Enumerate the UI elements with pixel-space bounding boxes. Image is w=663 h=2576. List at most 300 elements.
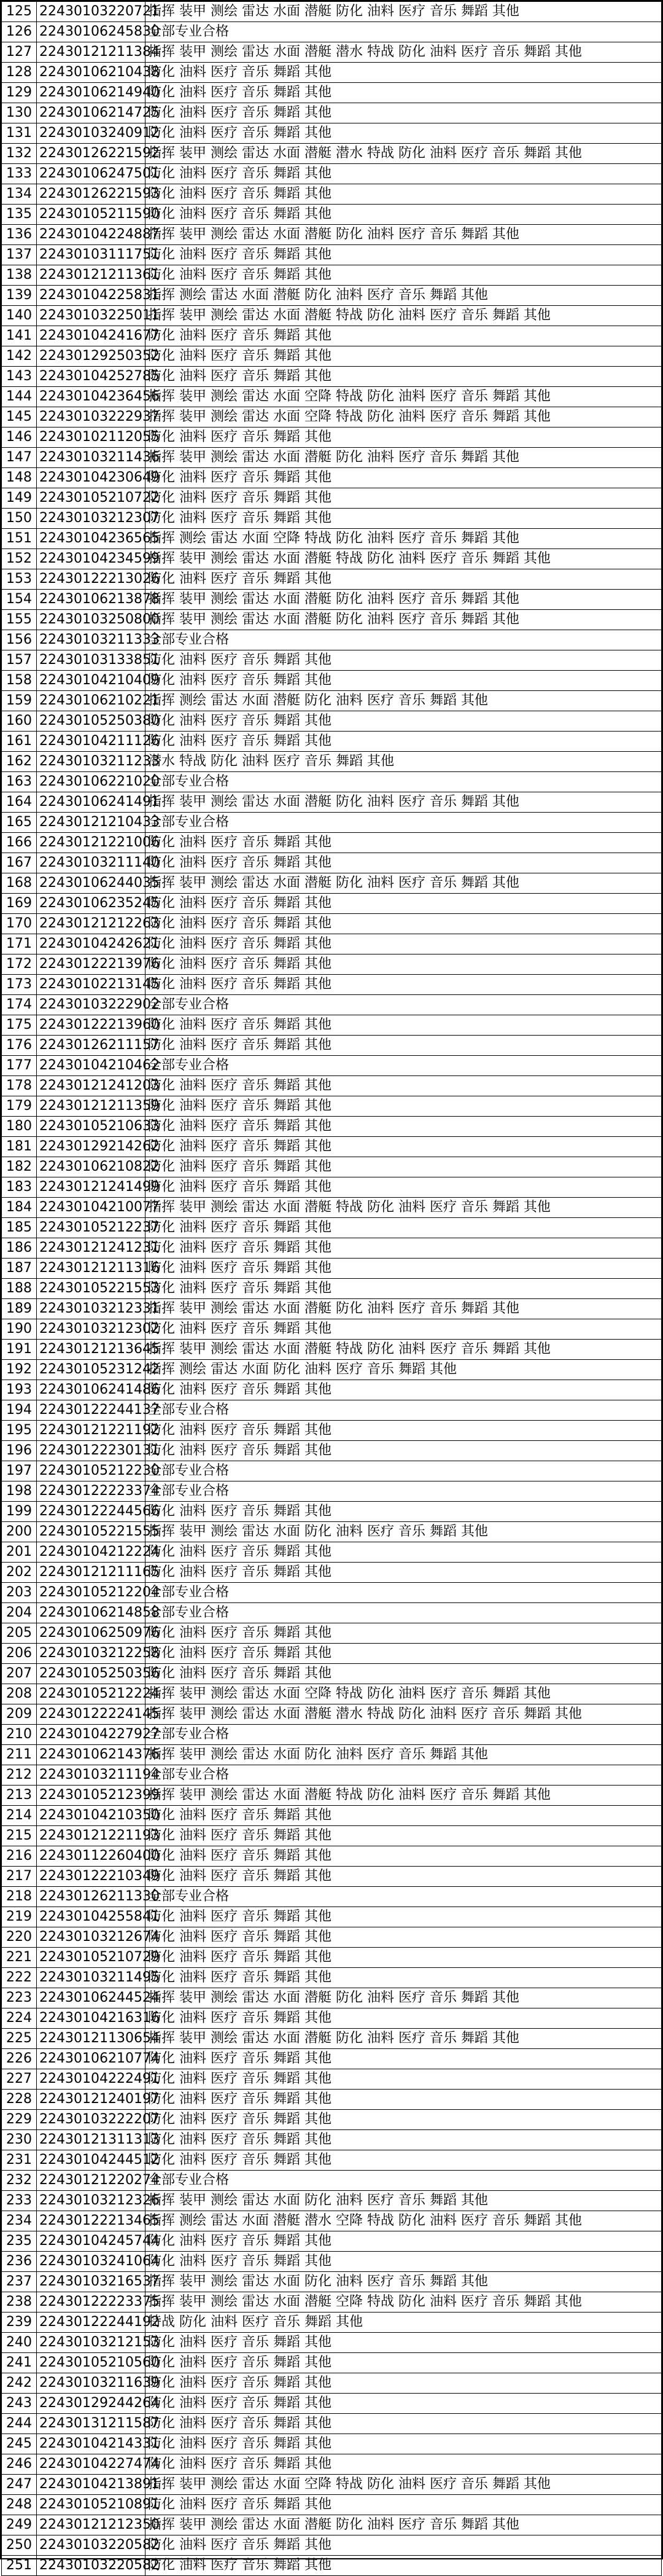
row-number: 216: [2, 1846, 37, 1867]
result-text: 防化 油料 医疗 音乐 舞蹈 其他: [145, 2008, 662, 2029]
result-text: 防化 油料 医疗 音乐 舞蹈 其他: [145, 2373, 662, 2394]
row-number: 245: [2, 2434, 37, 2454]
candidate-id: 22430106241486: [37, 1380, 145, 1400]
result-text: 防化 油料 医疗 音乐 舞蹈 其他: [145, 1238, 662, 1259]
candidate-id: 22430104236456: [37, 387, 145, 407]
result-text: 防化 油料 医疗 音乐 舞蹈 其他: [145, 1218, 662, 1238]
row-number: 225: [2, 2029, 37, 2049]
row-number: 185: [2, 1218, 37, 1238]
table-row: [2, 144, 662, 164]
table-row: [2, 509, 662, 529]
row-number: 173: [2, 975, 37, 995]
result-text: 全部专业合格: [145, 1887, 662, 1907]
candidate-id: 22430122223374: [37, 1481, 145, 1502]
table-row: [2, 549, 662, 569]
result-text: 防化 油料 医疗 音乐 舞蹈 其他: [145, 245, 662, 265]
result-text: 防化 油料 医疗 音乐 舞蹈 其他: [145, 853, 662, 873]
candidate-id: 22430102213145: [37, 975, 145, 995]
row-number: 249: [2, 2515, 37, 2535]
row-number: 146: [2, 427, 37, 448]
candidate-id: 22430104236565: [37, 529, 145, 549]
result-text: 指挥 装甲 测绘 雷达 水面 潜艇 防化 油料 医疗 音乐 舞蹈 其他: [145, 873, 662, 894]
table-row: [2, 1806, 662, 1826]
table-row: [2, 1765, 662, 1786]
candidate-id: 22430105210722: [37, 488, 145, 509]
row-number: 241: [2, 2353, 37, 2373]
result-text: 指挥 测绘 雷达 水面 潜艇 防化 油料 医疗 音乐 舞蹈 其他: [145, 286, 662, 306]
candidate-id: 22430106244035: [37, 873, 145, 894]
row-number: 189: [2, 1299, 37, 1319]
result-text: 防化 油料 医疗 音乐 舞蹈 其他: [145, 1948, 662, 1968]
row-number: 204: [2, 1603, 37, 1623]
table-row: [2, 2008, 662, 2029]
result-text: 防化 油料 医疗 音乐 舞蹈 其他: [145, 2414, 662, 2434]
result-text: 防化 油料 医疗 音乐 舞蹈 其他: [145, 1846, 662, 1867]
row-number: 233: [2, 2191, 37, 2211]
table-row: [2, 1826, 662, 1846]
result-text: 防化 油料 医疗 音乐 舞蹈 其他: [145, 427, 662, 448]
result-text: 指挥 装甲 测绘 雷达 水面 潜艇 潜水 特战 防化 油料 医疗 音乐 舞蹈 其他: [145, 144, 662, 164]
result-text: 指挥 装甲 测绘 雷达 水面 潜艇 潜水 特战 防化 油料 医疗 音乐 舞蹈 其他: [145, 1704, 662, 1725]
candidate-id: 22430106235245: [37, 894, 145, 914]
table-row: [2, 1522, 662, 1542]
candidate-id: 22430105210729: [37, 1948, 145, 1968]
candidate-id: 22430106214725: [37, 103, 145, 123]
candidate-id: 22430122213026: [37, 569, 145, 590]
results-table-body: [2, 2, 662, 2576]
table-row: [2, 164, 662, 184]
candidate-id: 22430121220274: [37, 2171, 145, 2191]
table-row: [2, 853, 662, 873]
table-row: [2, 1603, 662, 1623]
result-text: 指挥 测绘 雷达 水面 潜艇 防化 油料 医疗 音乐 舞蹈 其他: [145, 691, 662, 711]
candidate-id: 22430103212326: [37, 2191, 145, 2211]
candidate-id: 22430104225831: [37, 286, 145, 306]
candidate-id: 22430103250800: [37, 610, 145, 630]
candidate-id: 22430121213645: [37, 1340, 145, 1360]
result-text: 防化 油料 医疗 音乐 舞蹈 其他: [145, 1806, 662, 1826]
candidate-id: 22430103211495: [37, 1968, 145, 1988]
table-row: [2, 2090, 662, 2110]
result-text: 防化 油料 医疗 音乐 舞蹈 其他: [145, 975, 662, 995]
result-text: 指挥 装甲 测绘 雷达 水面 防化 油料 医疗 音乐 舞蹈 其他: [145, 2191, 662, 2211]
candidate-id: 22430104227927: [37, 1725, 145, 1745]
result-text: 防化 油料 医疗 音乐 舞蹈 其他: [145, 2252, 662, 2272]
candidate-id: 22430103211233: [37, 752, 145, 772]
table-row: [2, 2515, 662, 2535]
candidate-id: 22430122224145: [37, 1704, 145, 1725]
candidate-id: 22430105250356: [37, 1664, 145, 1684]
result-text: 防化 油料 医疗 音乐 舞蹈 其他: [145, 184, 662, 205]
row-number: 139: [2, 286, 37, 306]
result-text: 全部专业合格: [145, 1765, 662, 1786]
table-row: [2, 1319, 662, 1340]
table-row: [2, 1056, 662, 1076]
result-text: 防化 油料 医疗 音乐 舞蹈 其他: [145, 1907, 662, 1927]
table-row: [2, 2414, 662, 2434]
candidate-id: 22430129250352: [37, 346, 145, 367]
result-text: 全部专业合格: [145, 1583, 662, 1603]
row-number: 165: [2, 813, 37, 833]
result-text: 防化 油料 医疗 音乐 舞蹈 其他: [145, 164, 662, 184]
row-number: 229: [2, 2110, 37, 2130]
row-number: 170: [2, 914, 37, 934]
candidate-id: 22430104241677: [37, 326, 145, 346]
result-text: 防化 油料 医疗 音乐 舞蹈 其他: [145, 265, 662, 286]
candidate-id: 22430105212224: [37, 1684, 145, 1704]
row-number: 184: [2, 1198, 37, 1218]
result-text: 指挥 装甲 测绘 雷达 水面 潜艇 防化 油料 医疗 音乐 舞蹈 其他: [145, 1988, 662, 2008]
table-row: [2, 1380, 662, 1400]
row-number: 226: [2, 2049, 37, 2069]
table-row: [2, 873, 662, 894]
row-number: 178: [2, 1076, 37, 1096]
row-number: 217: [2, 1867, 37, 1887]
table-row: [2, 205, 662, 225]
table-row: [2, 1157, 662, 1177]
candidate-id: 22430121221006: [37, 833, 145, 853]
table-row: [2, 1441, 662, 1461]
row-number: 203: [2, 1583, 37, 1603]
row-number: 143: [2, 367, 37, 387]
result-text: 指挥 装甲 测绘 雷达 水面 防化 油料 医疗 音乐 舞蹈 其他: [145, 1745, 662, 1765]
candidate-id: 22430122223375: [37, 2292, 145, 2313]
candidate-id: 22430105211590: [37, 205, 145, 225]
table-row: [2, 468, 662, 488]
result-text: 防化 油料 医疗 音乐 舞蹈 其他: [145, 367, 662, 387]
table-row: [2, 995, 662, 1015]
row-number: 145: [2, 407, 37, 427]
table-row: [2, 2130, 662, 2150]
result-text: 防化 油料 医疗 音乐 舞蹈 其他: [145, 934, 662, 954]
result-text: 指挥 装甲 测绘 雷达 水面 潜艇 防化 油料 医疗 音乐 舞蹈 其他: [145, 2515, 662, 2535]
candidate-id: 22430103220582: [37, 2556, 145, 2576]
row-number: 126: [2, 22, 37, 42]
result-text: 防化 油料 医疗 音乐 舞蹈 其他: [145, 1421, 662, 1441]
candidate-id: 22430121211361: [37, 265, 145, 286]
candidate-id: 22430105212204: [37, 1583, 145, 1603]
candidate-id: 22430103211436: [37, 448, 145, 468]
table-row: [2, 610, 662, 630]
row-number: 169: [2, 894, 37, 914]
table-row: [2, 1259, 662, 1279]
candidate-id: 22430121240197: [37, 2090, 145, 2110]
result-text: 指挥 装甲 测绘 雷达 水面 潜艇 防化 油料 医疗 音乐 舞蹈 其他: [145, 2, 662, 22]
candidate-id: 22430105212237: [37, 1218, 145, 1238]
candidate-id: 22430105221553: [37, 1279, 145, 1299]
result-text: 防化 油料 医疗 音乐 舞蹈 其他: [145, 1380, 662, 1400]
table-row: [2, 792, 662, 813]
table-row: [2, 2150, 662, 2171]
table-row: [2, 225, 662, 245]
row-number: 174: [2, 995, 37, 1015]
table-row: [2, 2171, 662, 2191]
result-text: 全部专业合格: [145, 995, 662, 1015]
candidate-id: 22430103211333: [37, 630, 145, 650]
table-row: [2, 1340, 662, 1360]
row-number: 194: [2, 1400, 37, 1421]
result-text: 指挥 装甲 测绘 雷达 水面 空降 特战 防化 油料 医疗 音乐 舞蹈 其他: [145, 407, 662, 427]
table-row: [2, 1198, 662, 1218]
result-text: 指挥 装甲 测绘 雷达 水面 潜艇 防化 油料 医疗 音乐 舞蹈 其他: [145, 448, 662, 468]
row-number: 244: [2, 2414, 37, 2434]
table-row: [2, 1117, 662, 1137]
result-text: 防化 油料 医疗 音乐 舞蹈 其他: [145, 732, 662, 752]
result-text: 防化 油料 医疗 音乐 舞蹈 其他: [145, 1826, 662, 1846]
row-number: 172: [2, 954, 37, 975]
result-text: 防化 油料 医疗 音乐 舞蹈 其他: [145, 711, 662, 732]
table-row: [2, 427, 662, 448]
candidate-id: 22430106214858: [37, 1603, 145, 1623]
table-row: [2, 650, 662, 671]
candidate-id: 22430121241231: [37, 1238, 145, 1259]
result-text: 防化 油料 医疗 音乐 舞蹈 其他: [145, 468, 662, 488]
table-row: [2, 488, 662, 509]
table-row: [2, 2272, 662, 2292]
row-number: 246: [2, 2454, 37, 2475]
row-number: 138: [2, 265, 37, 286]
result-text: 指挥 装甲 测绘 雷达 水面 潜艇 防化 油料 医疗 音乐 舞蹈 其他: [145, 1299, 662, 1319]
candidate-id: 22430121211316: [37, 1259, 145, 1279]
table-row: [2, 1948, 662, 1968]
result-text: 防化 油料 医疗 音乐 舞蹈 其他: [145, 569, 662, 590]
row-number: 171: [2, 934, 37, 954]
table-row: [2, 1887, 662, 1907]
table-row: [2, 1481, 662, 1502]
result-text: 防化 油料 医疗 音乐 舞蹈 其他: [145, 1968, 662, 1988]
table-row: [2, 1644, 662, 1664]
candidate-id: 22430122213960: [37, 1015, 145, 1036]
row-number: 247: [2, 2475, 37, 2495]
candidate-id: 22430104212224: [37, 1542, 145, 1563]
candidate-id: 22430104214331: [37, 2434, 145, 2454]
table-row: [2, 934, 662, 954]
table-row: [2, 2029, 662, 2049]
result-text: 防化 油料 医疗 音乐 舞蹈 其他: [145, 2556, 662, 2576]
candidate-id: 22430106214940: [37, 83, 145, 103]
table-row: [2, 22, 662, 42]
result-text: 防化 油料 医疗 音乐 舞蹈 其他: [145, 1015, 662, 1036]
table-row: [2, 1360, 662, 1380]
candidate-id: 22430126211330: [37, 1887, 145, 1907]
result-text: 防化 油料 医疗 音乐 舞蹈 其他: [145, 2495, 662, 2515]
result-text: 防化 油料 医疗 音乐 舞蹈 其他: [145, 1259, 662, 1279]
table-row: [2, 2110, 662, 2130]
result-text: 防化 油料 医疗 音乐 舞蹈 其他: [145, 2454, 662, 2475]
result-text: 全部专业合格: [145, 630, 662, 650]
candidate-id: 22430121241499: [37, 1177, 145, 1198]
row-number: 207: [2, 1664, 37, 1684]
table-row: [2, 1218, 662, 1238]
result-text: 防化 油料 医疗 音乐 舞蹈 其他: [145, 2535, 662, 2556]
result-text: 指挥 测绘 雷达 水面 空降 特战 防化 油料 医疗 音乐 舞蹈 其他: [145, 529, 662, 549]
result-text: 防化 油料 医疗 音乐 舞蹈 其他: [145, 2333, 662, 2353]
candidate-id: 22430121311313: [37, 2130, 145, 2150]
table-row: [2, 954, 662, 975]
row-number: 162: [2, 752, 37, 772]
row-number: 220: [2, 1927, 37, 1948]
table-row: [2, 813, 662, 833]
table-row: [2, 2475, 662, 2495]
table-row: [2, 772, 662, 792]
row-number: 236: [2, 2252, 37, 2272]
table-row: [2, 1238, 662, 1259]
row-number: 155: [2, 610, 37, 630]
result-text: 全部专业合格: [145, 1461, 662, 1481]
row-number: 199: [2, 1502, 37, 1522]
table-row: [2, 1563, 662, 1583]
result-text: 防化 油料 医疗 音乐 舞蹈 其他: [145, 1927, 662, 1948]
result-text: 防化 油料 医疗 音乐 舞蹈 其他: [145, 205, 662, 225]
candidate-id: 22430104245744: [37, 2231, 145, 2252]
candidate-id: 22430106210221: [37, 691, 145, 711]
table-row: [2, 2434, 662, 2454]
result-text: 防化 油料 医疗 音乐 舞蹈 其他: [145, 488, 662, 509]
result-text: 防化 油料 医疗 音乐 舞蹈 其他: [145, 103, 662, 123]
table-row: [2, 1502, 662, 1522]
result-text: 防化 油料 医疗 音乐 舞蹈 其他: [145, 2069, 662, 2090]
result-text: 全部专业合格: [145, 1603, 662, 1623]
result-text: 指挥 装甲 测绘 雷达 水面 潜艇 防化 油料 医疗 音乐 舞蹈 其他: [145, 225, 662, 245]
row-number: 150: [2, 509, 37, 529]
row-number: 182: [2, 1157, 37, 1177]
row-number: 151: [2, 529, 37, 549]
candidate-id: 22430104222491: [37, 2069, 145, 2090]
row-number: 134: [2, 184, 37, 205]
candidate-id: 22430122244566: [37, 1502, 145, 1522]
result-text: 全部专业合格: [145, 1400, 662, 1421]
table-row: [2, 1725, 662, 1745]
candidate-id: 22430103222902: [37, 995, 145, 1015]
row-number: 232: [2, 2171, 37, 2191]
table-row: [2, 1096, 662, 1117]
candidate-id: 22430122213465: [37, 2211, 145, 2231]
result-text: 防化 油料 医疗 音乐 舞蹈 其他: [145, 1563, 662, 1583]
result-text: 防化 油料 医疗 音乐 舞蹈 其他: [145, 833, 662, 853]
candidate-id: 22430122210349: [37, 1867, 145, 1887]
result-text: 防化 油料 医疗 音乐 舞蹈 其他: [145, 1502, 662, 1522]
candidate-id: 22430105250380: [37, 711, 145, 732]
candidate-id: 22430121130654: [37, 2029, 145, 2049]
candidate-id: 22430106247501: [37, 164, 145, 184]
table-row: [2, 306, 662, 326]
result-text: 指挥 装甲 测绘 雷达 水面 空降 特战 防化 油料 医疗 音乐 舞蹈 其他: [145, 1684, 662, 1704]
table-row: [2, 914, 662, 934]
row-number: 140: [2, 306, 37, 326]
candidate-id: 22430121212263: [37, 914, 145, 934]
table-row: [2, 894, 662, 914]
table-row: [2, 286, 662, 306]
row-number: 224: [2, 2008, 37, 2029]
table-row: [2, 367, 662, 387]
table-row: [2, 1583, 662, 1603]
result-text: 防化 油料 医疗 音乐 舞蹈 其他: [145, 671, 662, 691]
result-text: 防化 油料 医疗 音乐 舞蹈 其他: [145, 914, 662, 934]
row-number: 205: [2, 1623, 37, 1644]
table-row: [2, 1421, 662, 1441]
candidate-id: 22430106210822: [37, 1157, 145, 1177]
result-text: 指挥 装甲 测绘 雷达 水面 防化 油料 医疗 音乐 舞蹈 其他: [145, 1522, 662, 1542]
row-number: 147: [2, 448, 37, 468]
table-row: [2, 1684, 662, 1704]
table-row: [2, 1988, 662, 2008]
result-text: 防化 油料 医疗 音乐 舞蹈 其他: [145, 1096, 662, 1117]
table-row: [2, 1076, 662, 1096]
candidate-id: 22430126221592: [37, 144, 145, 164]
table-row: [2, 2049, 662, 2069]
candidate-id: 22430105212399: [37, 1786, 145, 1806]
result-text: 防化 油料 医疗 音乐 舞蹈 其他: [145, 1117, 662, 1137]
candidate-id: 22430104242621: [37, 934, 145, 954]
row-number: 227: [2, 2069, 37, 2090]
table-row: [2, 1623, 662, 1644]
candidate-id: 22430106213878: [37, 590, 145, 610]
result-text: 防化 油料 医疗 音乐 舞蹈 其他: [145, 2090, 662, 2110]
table-row: [2, 63, 662, 83]
candidate-id: 22430103211639: [37, 2373, 145, 2394]
table-row: [2, 2373, 662, 2394]
table-row: [2, 1299, 662, 1319]
candidate-id: 22430104255841: [37, 1907, 145, 1927]
result-text: 防化 油料 医疗 音乐 舞蹈 其他: [145, 1137, 662, 1157]
table-row: [2, 2211, 662, 2231]
row-number: 153: [2, 569, 37, 590]
table-row: [2, 1664, 662, 1684]
row-number: 131: [2, 123, 37, 144]
candidate-id: 22430122230131: [37, 1441, 145, 1461]
result-text: 防化 油料 医疗 音乐 舞蹈 其他: [145, 1441, 662, 1461]
result-text: 指挥 测绘 雷达 水面 潜艇 潜水 空降 特战 防化 油料 医疗 音乐 舞蹈 其他: [145, 2211, 662, 2231]
candidate-id: 22430104213891: [37, 2475, 145, 2495]
candidate-id: 22430129214262: [37, 1137, 145, 1157]
row-number: 142: [2, 346, 37, 367]
row-number: 179: [2, 1096, 37, 1117]
result-text: 防化 油料 医疗 音乐 舞蹈 其他: [145, 2394, 662, 2414]
result-text: 指挥 装甲 测绘 雷达 水面 防化 油料 医疗 音乐 舞蹈 其他: [145, 2272, 662, 2292]
candidate-id: 22430126211157: [37, 1036, 145, 1056]
candidate-id: 22430104216316: [37, 2008, 145, 2029]
candidate-id: 22430105210560: [37, 2353, 145, 2373]
candidate-id: 22430126221593: [37, 184, 145, 205]
result-text: 全部专业合格: [145, 1725, 662, 1745]
result-text: 全部专业合格: [145, 1481, 662, 1502]
table-row: [2, 1846, 662, 1867]
row-number: 213: [2, 1786, 37, 1806]
candidate-id: 22430106241491: [37, 792, 145, 813]
row-number: 215: [2, 1826, 37, 1846]
row-number: 181: [2, 1137, 37, 1157]
candidate-id: 22430121211359: [37, 1096, 145, 1117]
results-table: [1, 1, 662, 2576]
candidate-id: 22430103211140: [37, 853, 145, 873]
table-row: [2, 1968, 662, 1988]
table-row: [2, 448, 662, 468]
row-number: 219: [2, 1907, 37, 1927]
row-number: 176: [2, 1036, 37, 1056]
row-number: 238: [2, 2292, 37, 2313]
row-number: 242: [2, 2373, 37, 2394]
table-row: [2, 2, 662, 22]
candidate-id: 22430106210774: [37, 2049, 145, 2069]
table-row: [2, 387, 662, 407]
table-row: [2, 265, 662, 286]
result-text: 指挥 装甲 测绘 雷达 水面 空降 特战 防化 油料 医疗 音乐 舞蹈 其他: [145, 387, 662, 407]
result-text: 指挥 装甲 测绘 雷达 水面 潜艇 特战 防化 油料 医疗 音乐 舞蹈 其他: [145, 1198, 662, 1218]
result-text: 防化 油料 医疗 音乐 舞蹈 其他: [145, 1664, 662, 1684]
row-number: 129: [2, 83, 37, 103]
row-number: 133: [2, 164, 37, 184]
candidate-id: 22430103212302: [37, 1319, 145, 1340]
